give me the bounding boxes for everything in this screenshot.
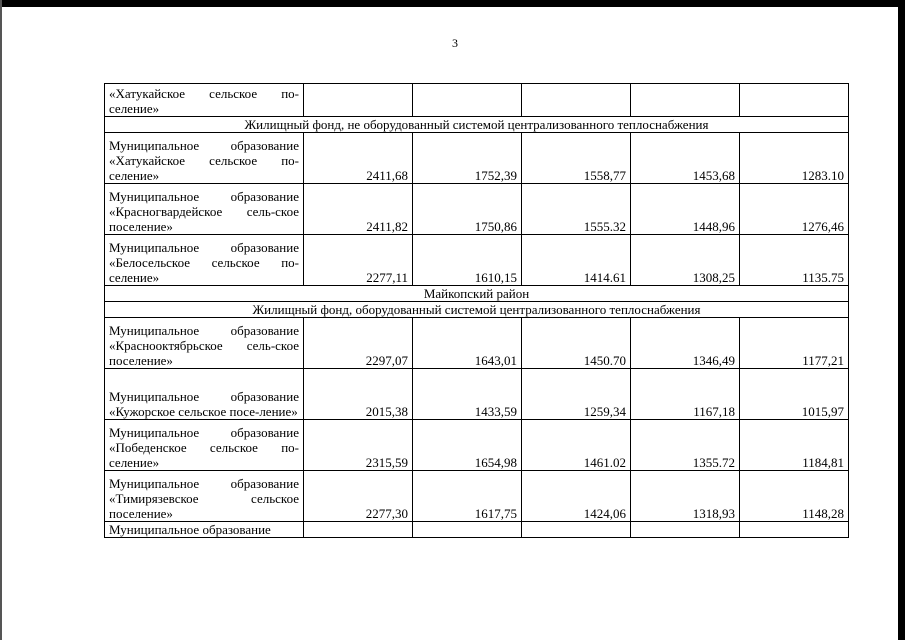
tariff-value-cell: 2411,82	[304, 184, 413, 235]
tariff-value-cell: 1167,18	[631, 369, 740, 420]
municipality-name-cell: Муниципальное образование	[105, 522, 304, 538]
tariff-value-cell: 1318,93	[631, 471, 740, 522]
table-row	[105, 184, 849, 235]
municipality-name-cell: Муниципальное образование «Победенское сельское по-селение»	[105, 420, 304, 471]
tariff-value-cell: 1276,46	[740, 184, 849, 235]
tariff-value-cell	[631, 522, 740, 538]
section-heading: Жилищный фонд, оборудованный системой централизованного теплоснабжения	[105, 302, 849, 318]
section-heading: Жилищный фонд, не оборудованный системой централизованного теплоснабжения	[105, 117, 849, 133]
tariff-value-cell: 1448,96	[631, 184, 740, 235]
tariff-value-cell: 1355.72	[631, 420, 740, 471]
section-heading-row	[105, 286, 849, 302]
tariff-value-cell	[522, 522, 631, 538]
tariff-table	[104, 83, 849, 538]
tariff-value-cell	[740, 522, 849, 538]
table-row	[105, 84, 849, 117]
tariff-value-cell	[740, 84, 849, 117]
tariff-value-cell: 1346,49	[631, 318, 740, 369]
table-row	[105, 369, 849, 420]
table-row	[105, 235, 849, 286]
tariff-value-cell: 1453,68	[631, 133, 740, 184]
tariff-value-cell	[522, 84, 631, 117]
tariff-value-cell: 2277,30	[304, 471, 413, 522]
tariff-value-cell: 1015,97	[740, 369, 849, 420]
municipality-name-cell: Муниципальное образование «Хатукайское сельское по-селение»	[105, 133, 304, 184]
table-row	[105, 471, 849, 522]
tariff-value-cell: 2411,68	[304, 133, 413, 184]
scan-border-top	[0, 0, 905, 7]
table-row	[105, 133, 849, 184]
tariff-value-cell: 1148,28	[740, 471, 849, 522]
tariff-value-cell: 1177,21	[740, 318, 849, 369]
tariff-value-cell: 1750,86	[413, 184, 522, 235]
tariff-value-cell: 1654,98	[413, 420, 522, 471]
scan-border-right	[898, 0, 905, 640]
municipality-name-cell: Муниципальное образование «Кужорское сельское посе-ление»	[105, 369, 304, 420]
tariff-value-cell: 1308,25	[631, 235, 740, 286]
tariff-value-cell: 2277,11	[304, 235, 413, 286]
municipality-name-cell: Муниципальное образование «Краснооктябрьское сель-ское поселение»	[105, 318, 304, 369]
page-number: 3	[452, 36, 458, 50]
tariff-value-cell: 2315,59	[304, 420, 413, 471]
tariff-value-cell	[413, 84, 522, 117]
tariff-value-cell	[304, 84, 413, 117]
tariff-value-cell	[631, 84, 740, 117]
section-heading: Майкопский район	[105, 286, 849, 302]
table-row	[105, 522, 849, 538]
tariff-value-cell: 1610,15	[413, 235, 522, 286]
table-row	[105, 318, 849, 369]
municipality-name-cell: Муниципальное образование «Тимирязевское сельское поселение»	[105, 471, 304, 522]
tariff-table-body	[105, 84, 849, 538]
municipality-name-cell: Муниципальное образование «Красногвардейское сель-ское поселение»	[105, 184, 304, 235]
tariff-value-cell: 1558,77	[522, 133, 631, 184]
tariff-value-cell: 1184,81	[740, 420, 849, 471]
tariff-value-cell: 1433,59	[413, 369, 522, 420]
scan-border-left	[0, 0, 2, 640]
tariff-value-cell: 1424,06	[522, 471, 631, 522]
section-heading-row	[105, 117, 849, 133]
section-heading-row	[105, 302, 849, 318]
tariff-value-cell: 2297,07	[304, 318, 413, 369]
tariff-value-cell: 1135.75	[740, 235, 849, 286]
tariff-value-cell: 1283.10	[740, 133, 849, 184]
municipality-name-cell: «Хатукайское сельское по-селение»	[105, 84, 304, 117]
municipality-name-cell: Муниципальное образование «Белосельское сельское по-селение»	[105, 235, 304, 286]
tariff-value-cell: 1643,01	[413, 318, 522, 369]
table-row	[105, 420, 849, 471]
tariff-value-cell: 1617,75	[413, 471, 522, 522]
tariff-value-cell: 1752,39	[413, 133, 522, 184]
tariff-value-cell: 2015,38	[304, 369, 413, 420]
tariff-value-cell: 1259,34	[522, 369, 631, 420]
tariff-value-cell: 1450.70	[522, 318, 631, 369]
tariff-value-cell: 1414.61	[522, 235, 631, 286]
tariff-value-cell	[304, 522, 413, 538]
tariff-value-cell: 1555.32	[522, 184, 631, 235]
tariff-value-cell: 1461.02	[522, 420, 631, 471]
tariff-value-cell	[413, 522, 522, 538]
